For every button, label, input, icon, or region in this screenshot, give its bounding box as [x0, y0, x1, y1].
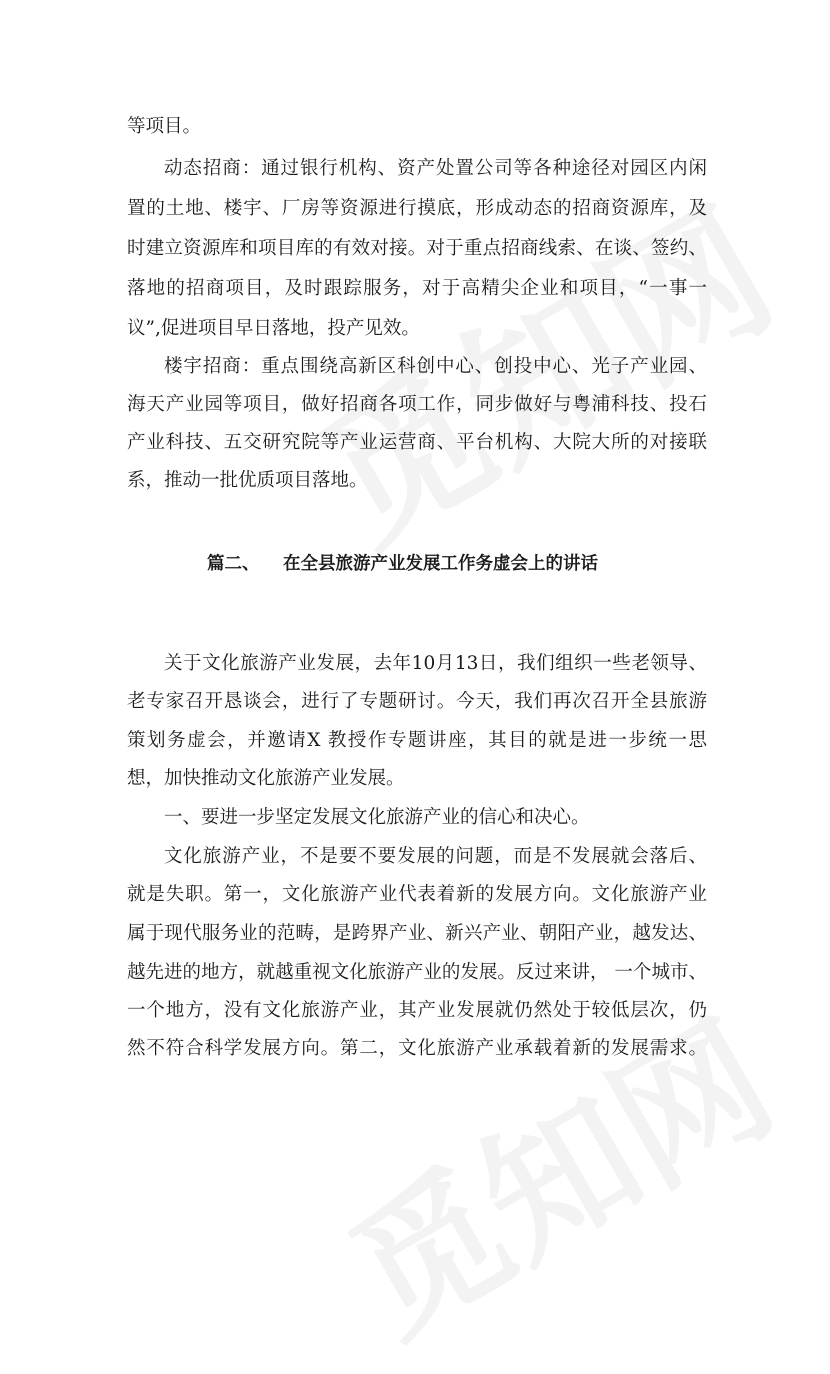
text-line: 关于文化旅游产业发展，去年10月13日，我们组织一些老领导、 — [164, 653, 707, 674]
text-line: 想，加快推动文化旅游产业发展。 — [127, 768, 405, 789]
text-line: 产业科技、五交研究院等产业运营商、平台机构、大院大所的对接联 — [127, 432, 707, 453]
text-line: 楼宇招商：重点围绕高新区科创中心、创投中心、光子产业园、 — [164, 356, 707, 377]
text-line: 置的土地、楼宇、厂房等资源进行摸底，形成动态的招商资源库，及 — [127, 198, 707, 219]
text-line: 海天产业园等项目，做好招商各项工作，同步做好与粤浦科技、投石 — [127, 394, 707, 415]
text-line: 就是失职。第一，文化旅游产业代表着新的发展方向。文化旅游产业 — [127, 884, 707, 905]
text-line: 系，推动一批优质项目落地。 — [127, 470, 368, 491]
text-line: 一个地方，没有文化旅游产业，其产业发展就仍然处于较低层次，仍 — [127, 1000, 707, 1021]
text-line: 文化旅游产业，不是要不要发展的问题，而是不发展就会落后、 — [164, 846, 707, 867]
text-line: 然不符合科学发展方向。第二，文化旅游产业承载着新的发展需求。 — [127, 1038, 707, 1059]
text-line: 动态招商：通过银行机构、资产处置公司等各种途径对园区内闲 — [164, 158, 707, 179]
text-line: 一、要进一步坚定发展文化旅游产业的信心和决心。 — [164, 807, 590, 828]
text-line: 老专家召开恳谈会，进行了专题研讨。今天，我们再次召开全县旅游 — [127, 691, 707, 712]
text-line: 越先进的地方，就越重视文化旅游产业的发展。反过来讲， 一个城市、 — [127, 962, 707, 983]
text-line: 议”,促进项目早日落地，投产见效。 — [127, 318, 420, 339]
text-line: 落地的招商项目，及时跟踪服务，对于高精尖企业和项目，“一事一 — [127, 278, 707, 299]
text-line: 策划务虚会，并邀请X 教授作专题讲座，其目的就是进一步统一思 — [127, 730, 707, 751]
text-line: 时建立资源库和项目库的有效对接。对于重点招商线索、在谈、签约、 — [127, 238, 707, 259]
heading-number: 篇二、 — [207, 554, 260, 574]
text-line: 等项目。 — [127, 116, 202, 137]
heading-title: 在全县旅游产业发展工作务虚会上的讲话 — [283, 554, 598, 574]
text-line: 属于现代服务业的范畴，是跨界产业、新兴产业、朝阳产业，越发达、 — [127, 923, 707, 944]
